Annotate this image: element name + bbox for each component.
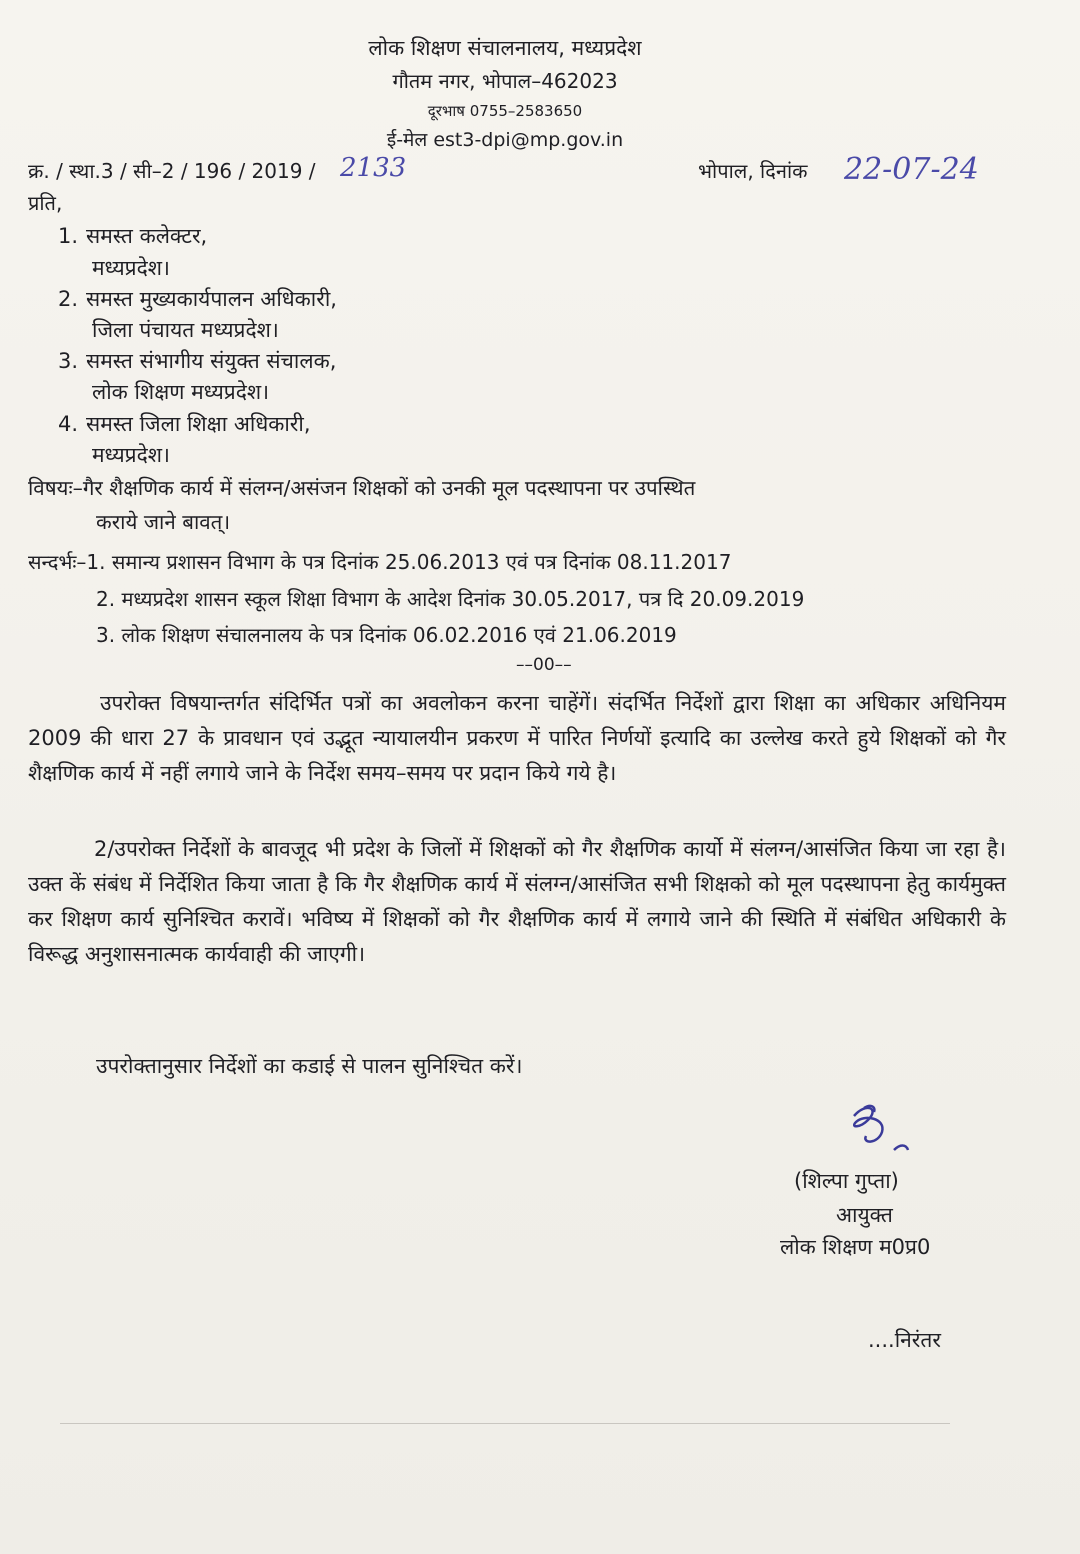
recipient-3-line2: लोक शिक्षण मध्यप्रदेश। [92,380,270,404]
recipient-4 [58,410,311,438]
recipient-3 [58,347,336,375]
reference-number: क्र. / स्था.3 / सी–2 / 196 / 2019 / [28,159,316,183]
recipient-line: समस्त संभागीय संयुक्त संचालक, [86,349,337,373]
recipient-1 [58,222,207,250]
recipient-number: 2. [58,287,79,311]
recipient-line: समस्त कलेक्टर, [86,224,208,248]
recipient-number: 1. [58,224,79,248]
header-office: लोक शिक्षण संचालनालय, मध्यप्रदेश [368,36,642,60]
reference-number-handwritten: 2133 [340,153,407,183]
date-label: भोपाल, दिनांक [698,159,808,183]
recipient-line: समस्त जिला शिक्षा अधिकारी, [86,412,311,436]
recipient-number: 3. [58,349,79,373]
subject-line-2: कराये जाने बावत्। [96,510,231,534]
paragraph-2: 2/उपरोक्त निर्देशों के बावजूद भी प्रदेश के जिलों में शिक्षकों को गैर शैक्षणिक कार्यो में संलग्न/आसंजित किया जा रहा है। उक्त कें संबंध में निर्देशित किया जाता है कि गैर शैक्षणिक कार्य में संलग्न/आसंजित सभी शिक्षको को मूल पदस्थापना हेतु कार्यमुक्त कर शिक्षण कार्य सुनिश्चित करावें। भविष्य में शिक्षकों को गैर शैक्षणिक कार्य में लगाये जाने की स्थिति में संबंधित अधिकारी के विरूद्ध अनुशासनात्मक कार्यवाही की जाएगी। [28,837,1006,966]
recipient-line: समस्त मुख्यकार्यपालन अधिकारी, [86,287,337,311]
signatory-office: लोक शिक्षण म0प्र0 [780,1235,931,1259]
reference-line-1: सन्दर्भः–1. समान्य प्रशासन विभाग के पत्र दिनांक 25.06.2013 एवं पत्र दिनांक 08.11.2017 [28,550,732,574]
recipient-4-line2: मध्यप्रदेश। [92,443,170,467]
recipient-2-line2: जिला पंचायत मध्यप्रदेश। [92,318,279,342]
page-divider [60,1423,950,1424]
recipient-2 [58,285,337,313]
recipient-number: 4. [58,412,79,436]
continued-marker: ....निरंतर [868,1328,941,1352]
separator: ––00–– [516,655,572,675]
header-address: गौतम नगर, भोपाल–462023 [392,69,618,93]
date-handwritten: 22-07-24 [844,152,979,187]
recipient-1-line2: मध्यप्रदेश। [92,256,170,280]
signatory-title: आयुक्त [836,1203,893,1227]
signature-mark [836,1098,926,1158]
closing-instruction: उपरोक्तानुसार निर्देशों का कडाई से पालन सुनिश्चित करें। [96,1054,523,1078]
signatory-name: (शिल्पा गुप्ता) [794,1169,899,1193]
reference-line-3: 3. लोक शिक्षण संचालनालय के पत्र दिनांक 06.02.2016 एवं 21.06.2019 [96,623,677,647]
subject-line-1: विषयः–गैर शैक्षणिक कार्य में संलग्न/असंजन शिक्षकों को उनकी मूल पदस्थापना पर उपस्थित [28,476,696,500]
header-phone: दूरभाष 0755–2583650 [427,102,583,120]
paragraph-1: उपरोक्त विषयान्तर्गत संदिर्भित पत्रों का अवलोकन करना चाहेंगें। संदर्भित निर्देशों द्वारा शिक्षा का अधिकार अधिनियम 2009 की धारा 27 के प्रावधान एवं उद्भूत न्यायालयीन प्रकरण में पारित निर्णयों इत्यादि का उल्लेख करते हुये शिक्षकों को गैर शैक्षणिक कार्य में नहीं लगाये जाने के निर्देश समय–समय पर प्रदान किये गये है। [28,691,1006,785]
header-email: ई-मेल est3-dpi@mp.gov.in [386,129,624,151]
to-label: प्रति, [28,191,63,215]
reference-line-2: 2. मध्यप्रदेश शासन स्कूल शिक्षा विभाग के आदेश दिनांक 30.05.2017, पत्र दि 20.09.2019 [96,587,805,611]
